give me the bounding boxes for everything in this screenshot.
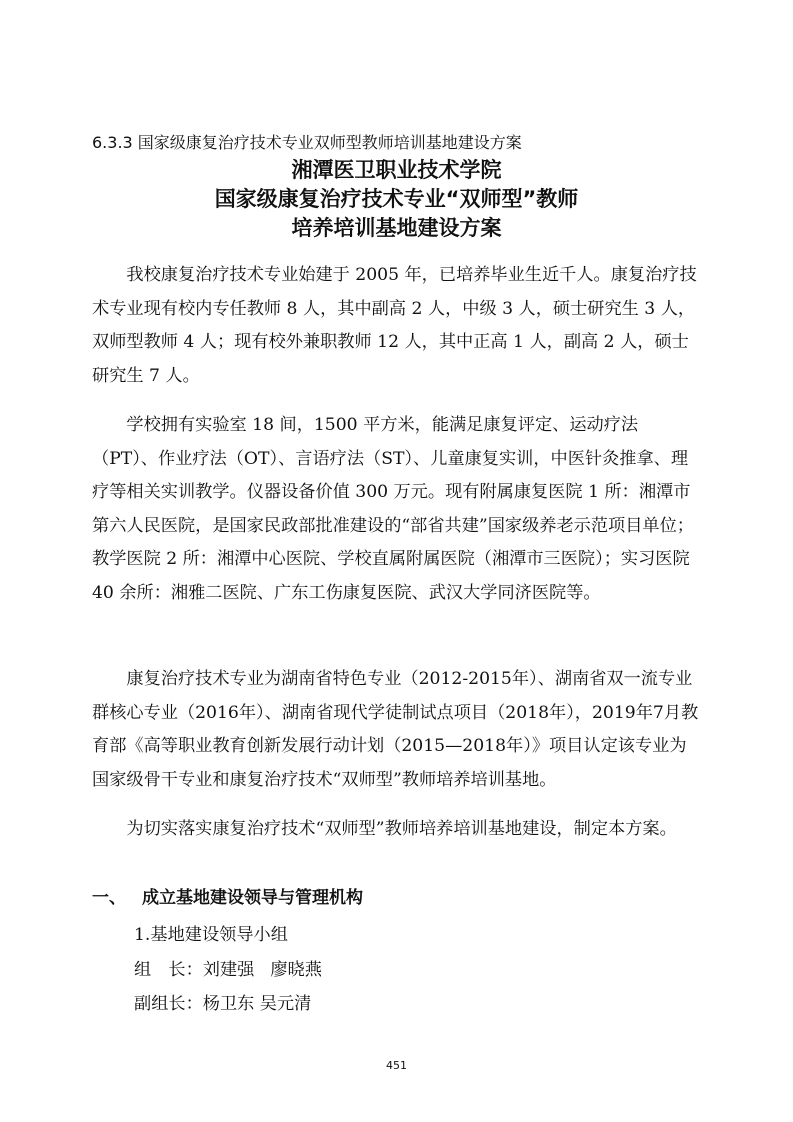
heading-text: 成立基地建设领导与管理机构 <box>142 888 363 908</box>
paragraph-text: 康复治疗技术专业为湖南省特色专业（2012-2015年）、湖南省双一流专业群核心专业（2016年）、湖南省现代学徒制试点项目（2018年），2019年7月教育部《高等职业教育创新发展行动计划（2015—2018年）》项目认定该专业为国家级骨干专业和康复治疗技术“双师型”教师培养培训基地。 <box>92 669 699 790</box>
heading-organization <box>92 883 363 913</box>
deputy-line <box>134 988 311 1021</box>
deputy-names: 杨卫东 吴元清 <box>202 994 312 1014</box>
paragraph-purpose <box>92 813 702 847</box>
leader-name-2: 廖晓燕 <box>270 960 322 980</box>
page-number: 451 <box>386 1059 407 1072</box>
paragraph-faculty <box>92 259 702 393</box>
heading-number: 一、 <box>92 888 126 908</box>
paragraph-honors <box>92 663 702 797</box>
paragraph-facilities <box>92 409 702 611</box>
document-title-line-2: 国家级康复治疗技术专业“双师型”教师 <box>214 187 579 211</box>
leader-label: 组 长： <box>134 960 203 980</box>
section-heading: 6.3.3 国家级康复治疗技术专业双师型教师培训基地建设方案 <box>92 133 522 152</box>
leader-name-1: 刘建强 <box>202 960 255 980</box>
paragraph-text: 我校康复治疗技术专业始建于 2005 年，已培养毕业生近千人。康复治疗技术专业现有校内专任教师 8 人，其中副高 2 人，中级 3 人，硕士研究生 3 人，双师型教师 4 人；现有校外兼职教师 12 人，其中正高 1 人，副高 2 人，硕士研究生 7 人。 <box>92 265 697 386</box>
deputy-label: 副组长： <box>134 994 203 1014</box>
document-title-line-1: 湘潭医卫职业技术学院 <box>291 158 502 182</box>
subsection-title: 1.基地建设领导小组 <box>134 925 288 945</box>
leader-line <box>134 954 322 987</box>
paragraph-text: 学校拥有实验室 18 间，1500 平方米，能满足康复评定、运动疗法（PT）、作业疗法（OT）、言语疗法（ST）、儿童康复实训，中医针灸推拿、理疗等相关实训教学。仪器设备价值 300 万元。现有附属康复医院 1 所：湘潭市第六人民医院，是国家民政部批准建设的“部省共建”国家级养老示范项目单位；教学医院 2 所：湘潭中心医院、学校直属附属医院（湘潭市三医院）；实习医院 40 余所：湘雅二医院、广东工伤康复医院、武汉大学同济医院等。 <box>92 415 694 603</box>
paragraph-text: 为切实落实康复治疗技术“双师型”教师培养培训基地建设，制定本方案。 <box>126 819 677 839</box>
document-title-line-3: 培养培训基地建设方案 <box>291 216 502 240</box>
